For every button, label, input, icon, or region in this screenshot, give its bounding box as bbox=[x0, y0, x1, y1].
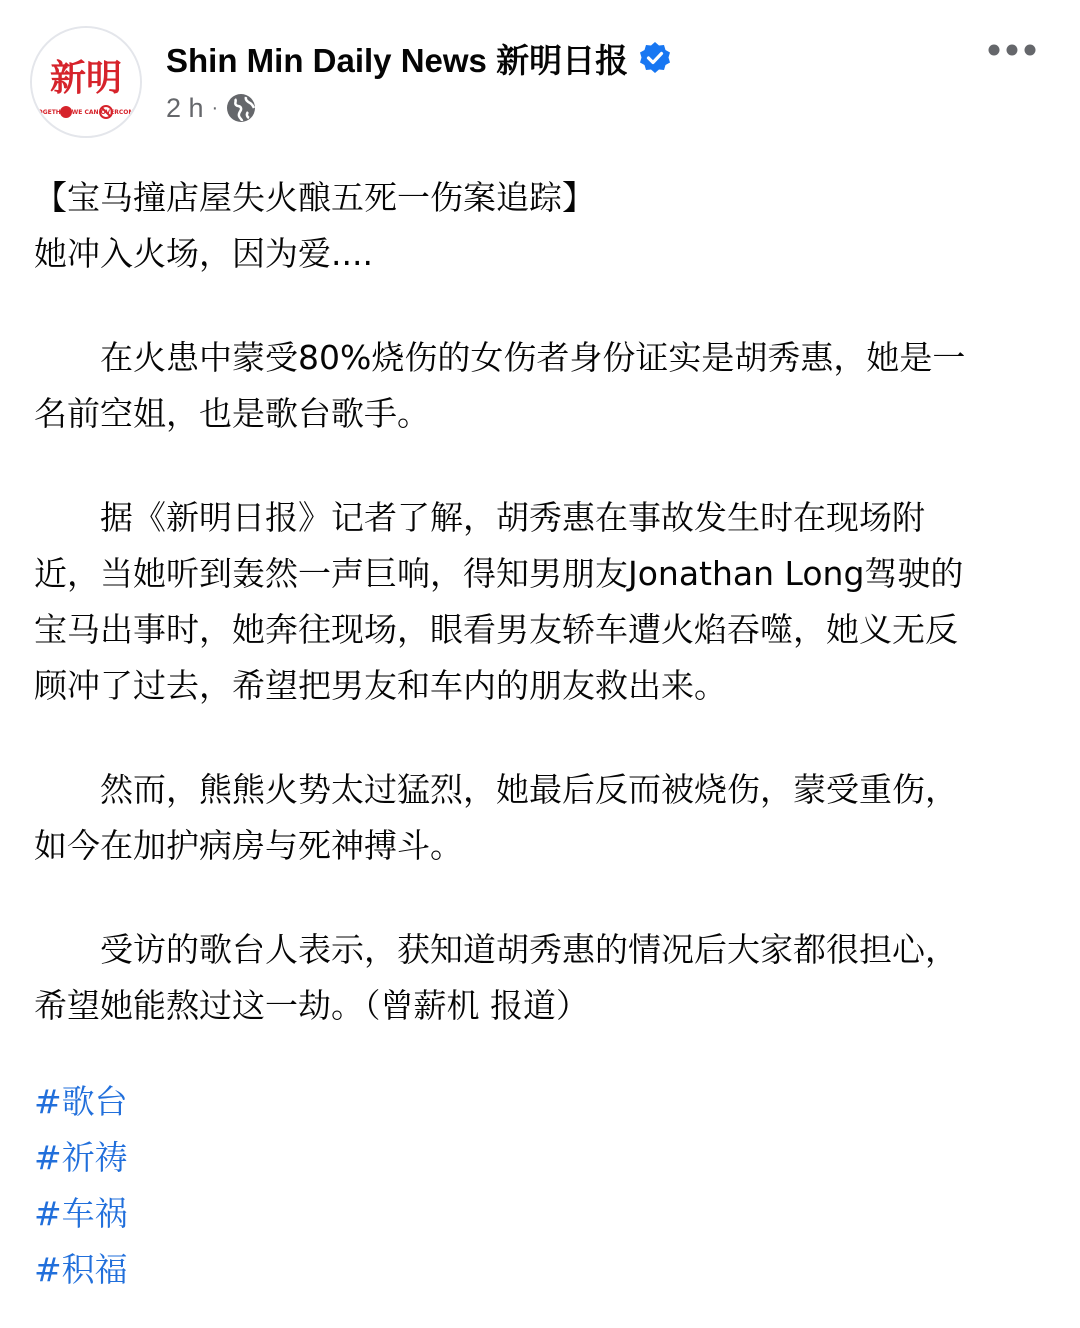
paragraph-2-line-3: 宝马出事时，她奔往现场，眼看男友轿车遭火焰吞噬，她义无反 bbox=[34, 610, 958, 649]
paragraph-3-line-2: 如今在加护病房与死神搏斗。 bbox=[34, 826, 463, 865]
paragraph-1-line-1: 在火患中蒙受80%烧伤的女伤者身份证实是胡秀惠，她是一 bbox=[100, 338, 966, 377]
shin-min-logo bbox=[32, 28, 140, 136]
svg-text:TOGETHER WE CAN OVERCOME: TOGETHER WE CAN OVERCOME bbox=[33, 109, 139, 116]
paragraph-3-line-1: 然而，熊熊火势太过猛烈，她最后反而被烧伤，蒙受重伤， bbox=[100, 770, 958, 809]
meta-separator: · bbox=[211, 96, 219, 119]
hashtag-link[interactable]: #积福 bbox=[34, 1250, 128, 1289]
hashtag-link[interactable]: #歌台 bbox=[34, 1082, 128, 1121]
verified-badge-icon bbox=[638, 41, 672, 75]
hashtag-link[interactable]: #祈祷 bbox=[34, 1138, 128, 1177]
post-subheadline: 她冲入火场，因为爱.... bbox=[34, 234, 373, 273]
post-header bbox=[0, 0, 1080, 150]
hashtag-list bbox=[34, 1074, 128, 1298]
globe-icon[interactable] bbox=[226, 93, 256, 123]
more-options-icon bbox=[987, 43, 1037, 57]
post-timestamp[interactable]: 2 h bbox=[166, 92, 204, 123]
more-options-button[interactable] bbox=[982, 30, 1042, 70]
post-text bbox=[34, 170, 1046, 1034]
paragraph-2-line-4: 顾冲了过去，希望把男友和车内的朋友救出来。 bbox=[34, 666, 727, 705]
page-name-row bbox=[166, 30, 672, 86]
post-headline: 【宝马撞店屋失火酿五死一伤案追踪】 bbox=[34, 178, 595, 217]
paragraph-1-line-2: 名前空姐，也是歌台歌手。 bbox=[34, 394, 430, 433]
paragraph-4-line-2: 希望她能熬过这一劫。（曾薪机 报道） bbox=[34, 986, 589, 1025]
paragraph-4-line-1: 受访的歌台人表示，获知道胡秀惠的情况后大家都很担心， bbox=[100, 930, 958, 969]
hashtag-link[interactable]: #车祸 bbox=[34, 1194, 128, 1233]
svg-text:新明: 新明 bbox=[49, 57, 123, 99]
post-meta bbox=[166, 88, 256, 128]
page-name[interactable]: Shin Min Daily News 新明日报 bbox=[166, 41, 629, 79]
page-avatar[interactable] bbox=[30, 26, 142, 138]
paragraph-2-line-2: 近，当她听到轰然一声巨响，得知男朋友Jonathan Long驾驶的 bbox=[34, 554, 964, 593]
paragraph-2-line-1: 据《新明日报》记者了解，胡秀惠在事故发生时在现场附 bbox=[100, 498, 925, 537]
